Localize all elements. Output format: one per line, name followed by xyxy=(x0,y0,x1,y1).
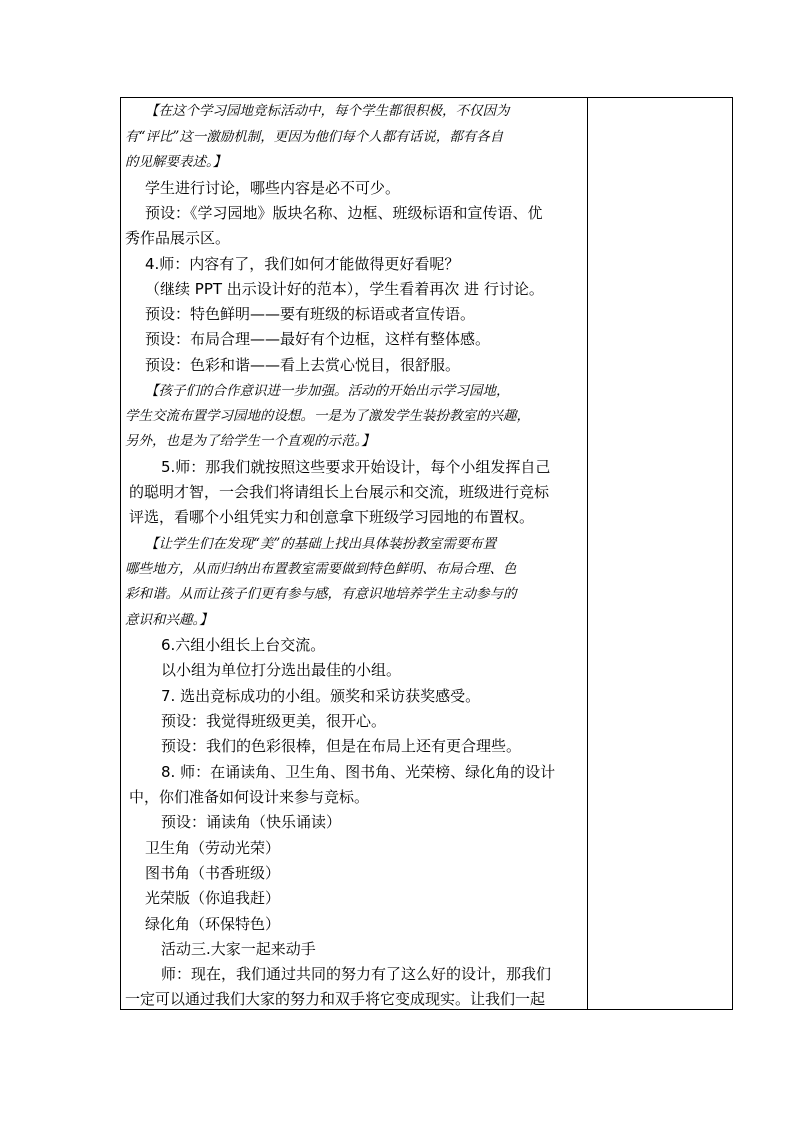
text-line: 8. 师：在诵读角、卫生角、图书角、光荣榜、绿化角的设计 xyxy=(161,763,556,781)
text-line: 师：现在，我们通过共同的努力有了这么好的设计，那我们 xyxy=(161,965,552,983)
text-line: 图书角（书香班级） xyxy=(145,864,281,882)
text-line: 光荣版（你追我赶） xyxy=(145,889,281,907)
text-line: 预设：色彩和谐——看上去赏心悦目，很舒服。 xyxy=(145,356,461,374)
text-line: 以小组为单位打分选出最佳的小组。 xyxy=(161,661,402,679)
text-line: 6.六组小组长上台交流。 xyxy=(161,636,326,654)
text-line: 预设：特色鲜明——要有班级的标语或者宣传语。 xyxy=(145,305,476,323)
text-line: 中，你们准备如何设计来参与竞标。 xyxy=(129,788,370,806)
text-line: 的聪明才智，一会我们将请组长上台展示和交流，班级进行竞标 xyxy=(129,483,550,501)
text-line: 卫生角（劳动光荣） xyxy=(145,839,281,857)
note-line: 【孩子们的合作意识进一步加强。活动的开始出示学习园地， xyxy=(145,383,510,399)
text-line: 活动三.大家一起来动手 xyxy=(161,940,316,958)
text-line: 7. 选出竞标成功的小组。颁奖和采访获奖感受。 xyxy=(161,687,481,705)
note-line: 的见解要表述。】 xyxy=(125,154,227,170)
note-line: 意识和兴趣。】 xyxy=(125,612,213,628)
text-line: 预设：我觉得班级更美，很开心。 xyxy=(161,712,387,730)
table-column-divider xyxy=(587,97,588,1010)
note-line: 学生交流布置学习园地的设想。一是为了激发学生装扮教室的兴趣， xyxy=(125,408,530,424)
note-line: 【在这个学习园地竞标活动中，每个学生都很积极，不仅因为 xyxy=(145,103,510,119)
text-line: 学生进行讨论，哪些内容是必不可少。 xyxy=(145,179,401,197)
text-line: 评选，看哪个小组凭实力和创意拿下班级学习园地的布置权。 xyxy=(129,508,535,526)
text-line: 预设：我们的色彩很棒，但是在布局上还有更合理些。 xyxy=(161,737,522,755)
text-line: （继续 PPT 出示设计好的范本），学生看着再次 进 行讨论。 xyxy=(145,280,544,298)
note-line: 【让学生们在发现“美”的基础上找出具体装扮教室需要布置 xyxy=(145,536,497,552)
note-line: 彩和谐。从而让孩子们更有参与感，有意识地培养学生主动参与的 xyxy=(125,586,517,602)
text-line: 预设：诵读角（快乐诵读） xyxy=(161,813,342,831)
text-line: 预设：《学习园地》版块名称、边框、班级标语和宣传语、优 xyxy=(145,204,543,222)
text-line: 4.师：内容有了，我们如何才能做得更好看呢？ xyxy=(145,255,460,273)
note-line: 有“评比”这一激励机制，更因为他们每个人都有话说，都有各自 xyxy=(125,129,504,145)
note-line: 另外，也是为了给学生一个直观的示范。】 xyxy=(125,433,375,449)
note-line: 哪些地方，从而归纳出布置教室需要做到特色鲜明、布局合理、色 xyxy=(125,561,517,577)
text-line: 一定可以通过我们大家的努力和双手将它变成现实。让我们一起 xyxy=(125,990,546,1008)
text-line: 绿化角（环保特色） xyxy=(145,915,281,933)
text-line: 秀作品展示区。 xyxy=(125,229,231,247)
text-line: 预设：布局合理——最好有个边框，这样有整体感。 xyxy=(145,330,491,348)
text-line: 5.师：那我们就按照这些要求开始设计，每个小组发挥自己 xyxy=(161,458,551,476)
